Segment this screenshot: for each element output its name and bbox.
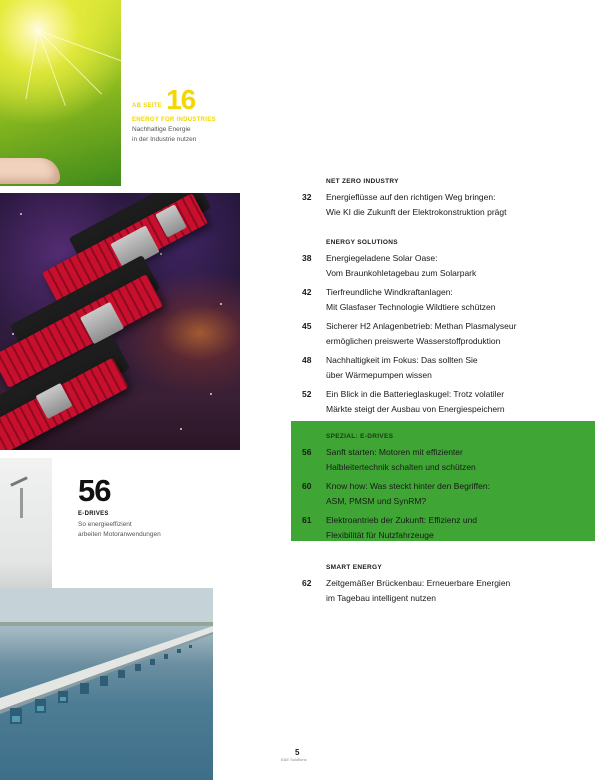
toc-entry-line: Nachhaltigkeit im Fokus: Das sollten Sie bbox=[326, 355, 478, 365]
toc-page-number: 60 bbox=[302, 481, 312, 491]
feature-e-drives[interactable] bbox=[78, 475, 228, 540]
toc-entry[interactable] bbox=[298, 251, 538, 281]
spezial-e-drives-panel bbox=[291, 421, 595, 541]
page-footer bbox=[275, 748, 335, 762]
toc-page-number: 61 bbox=[302, 515, 312, 525]
toc-entry[interactable] bbox=[298, 353, 538, 383]
toc-entry-line: Know how: Was steckt hinter den Begriffen: bbox=[326, 481, 490, 491]
section-heading: ENERGY SOLUTIONS bbox=[326, 239, 398, 246]
footer-caption: E&E Solutions bbox=[281, 757, 307, 762]
toc-entry-line: ermöglichen preiswerte Wasserstoffproduktion bbox=[326, 336, 501, 346]
page-number: 5 bbox=[295, 748, 300, 757]
toc-entry-line: Wie KI die Zukunft der Elektrokonstruktion prägt bbox=[326, 207, 507, 217]
toc-entry[interactable] bbox=[298, 319, 538, 349]
toc-page-number: 56 bbox=[302, 447, 312, 457]
toc-entry-line: ASM, PMSM und SynRM? bbox=[326, 496, 427, 506]
toc-entry[interactable] bbox=[298, 387, 538, 417]
toc-page-number: 45 bbox=[302, 321, 312, 331]
toc-page-number: 52 bbox=[302, 389, 312, 399]
toc-entry-line: Flexibilität für Nutzfahrzeuge bbox=[326, 530, 434, 540]
toc-entry-line: Tierfreundliche Windkraftanlagen: bbox=[326, 287, 453, 297]
floating-bridge-photo bbox=[0, 588, 213, 780]
toc-page-number: 62 bbox=[302, 578, 312, 588]
toc-page-number: 32 bbox=[302, 192, 312, 202]
sunlight-hand-photo bbox=[0, 0, 121, 186]
toc-entry-line: Halbleitertechnik schalten und schützen bbox=[326, 462, 476, 472]
feature-page-number: 56 bbox=[78, 473, 111, 508]
section-heading: SMART ENERGY bbox=[326, 564, 382, 571]
toc-entry[interactable] bbox=[298, 513, 558, 543]
toc-entry[interactable] bbox=[298, 576, 538, 606]
toc-entry-line: im Tagebau intelligent nutzen bbox=[326, 593, 436, 603]
toc-section-energy-solutions bbox=[298, 239, 538, 421]
feature-title: E-DRIVES bbox=[78, 511, 109, 517]
toc-section-smart-energy bbox=[298, 564, 538, 610]
bridge-graphic bbox=[0, 588, 213, 780]
feature-energy-for-industries[interactable] bbox=[132, 86, 282, 145]
toc-entry[interactable] bbox=[298, 445, 558, 475]
feature-subtitle-line: So energieeffizient bbox=[78, 521, 132, 528]
feature-subtitle-line: arbeiten Motoranwendungen bbox=[78, 531, 161, 538]
toc-page-number: 48 bbox=[302, 355, 312, 365]
toc-entry-line: Energiegeladene Solar Oase: bbox=[326, 253, 438, 263]
toc-entry-line: Elektroantrieb der Zukunft: Effizienz und bbox=[326, 515, 478, 525]
toc-entry-line: über Wärmepumpen wissen bbox=[326, 370, 432, 380]
toc-page-number: 38 bbox=[302, 253, 312, 263]
toc-entry-line: Energieflüsse auf den richtigen Weg bringen: bbox=[326, 192, 496, 202]
connector-modules-photo bbox=[0, 193, 240, 450]
toc-entry-line: Sicherer H2 Anlagenbetrieb: Methan Plasmalyseur bbox=[326, 321, 517, 331]
feature-page-number: 16 bbox=[166, 84, 196, 115]
feature-subtitle-line: Nachhaltige Energie bbox=[132, 126, 191, 133]
toc-section-net-zero-industry bbox=[298, 178, 538, 224]
toc-entry[interactable] bbox=[298, 479, 558, 509]
toc-entry-line: Ein Blick in die Batterieglaskugel: Trotz volatiler bbox=[326, 389, 505, 399]
toc-entry-line: Mit Glasfaser Technologie Wildtiere schützen bbox=[326, 302, 496, 312]
feature-title: ENERGY FOR INDUSTRIES bbox=[132, 117, 216, 123]
toc-section-spezial-e-drives bbox=[298, 433, 558, 547]
toc-entry-line: Vom Braunkohletagebau zum Solarpark bbox=[326, 268, 477, 278]
toc-entry-line: Märkte steigt der Ausbau von Energiespeichern bbox=[326, 404, 505, 414]
toc-entry-line: Zeitgemäßer Brückenbau: Erneuerbare Energien bbox=[326, 578, 511, 588]
toc-entry-line: Sanft starten: Motoren mit effizienter bbox=[326, 447, 463, 457]
feature-prefix: AB SEITE bbox=[132, 103, 163, 109]
toc-entry[interactable] bbox=[298, 190, 538, 220]
feature-subtitle-line: in der Industrie nutzen bbox=[132, 136, 197, 143]
toc-entry[interactable] bbox=[298, 285, 538, 315]
toc-page-number: 42 bbox=[302, 287, 312, 297]
section-heading: SPEZIAL: E-DRIVES bbox=[326, 433, 394, 440]
section-heading: NET ZERO INDUSTRY bbox=[326, 178, 399, 185]
